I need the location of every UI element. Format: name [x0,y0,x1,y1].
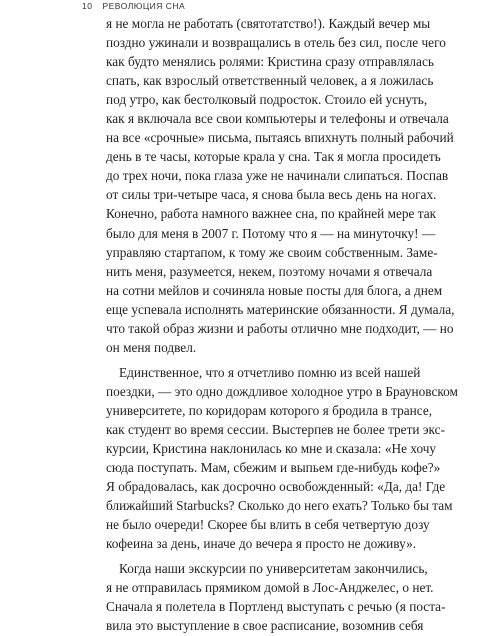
text-line: поздно ужинали и возвращались в отель без сил, после чего [106,35,446,51]
paragraph [106,559,446,635]
text-line: нить меня, разумеется, некем, поэтому ночами я отвечала [106,263,433,279]
text-line: ближайший Starbucks? Сколько до него ехать? Только бы там [106,498,453,514]
text-line: на сотни мейлов и сочиняла новые посты для блога, а днем [106,282,443,298]
text-line: на все «срочные» письма, пытаясь впихнуть полный рабочий [106,130,454,146]
text-line: поездки, — это одно дождливое холодное утро в Брауновском [106,383,458,399]
text-line: Конечно, работа намного важнее сна, по крайней мере так [106,206,437,222]
text-line: он меня подвел. [106,339,197,355]
text-line: как я включала все свои компьютеры и телефоны и отвечала [106,111,449,127]
text-line: день в те часы, которые крала у сна. Так я могла просидеть [106,149,441,165]
text-line: управляю стартапом, к тому же своим собственным. Заме- [106,244,438,260]
page-number: 10 [82,1,93,11]
text-line: под утро, как бестолковый подросток. Стоило ей уснуть, [106,92,428,108]
text-line: что такой образ жизни и работы отлично мне подходит, — но [106,320,454,336]
text-line: до трех ночи, пока глаза уже не начинали слипаться. Поспав [106,168,449,184]
text-line: кофеина за день, иначе до вечера я просто не доживу». [106,536,417,552]
text-line: сюда поступать. Мам, сбежим и выпьем где-нибудь кофе?» [106,460,441,476]
text-line: как студент во время сессии. Выстерпев не более трети экс- [106,421,446,437]
text-line: Единственное, что я отчетливо помню из всей нашей [119,364,421,380]
text-line: Когда наши экскурсии по университетам закончились, [119,561,428,577]
text-line: спать, как взрослый ответственный человек, а я ложилась [106,73,434,89]
text-line: еще успевала исполнять материнские обязанности. Я думала, [106,301,455,317]
paragraph [106,363,458,553]
text-line: Сначала я полетела в Портленд выступать с речью (я поста- [106,599,446,615]
paragraph [106,14,455,357]
text-line: я не могла не работать (святотатство!). Каждый вечер мы [106,16,431,31]
text-line: университете, по коридорам которого я бродила в трансе, [106,402,433,418]
text-line: Я обрадовалась, как досрочно освобожденный: «Да, да! Где [106,479,446,495]
text-line: вила это выступление в свое расписание, возомнив себя [106,618,424,634]
text-line: курсии, Кристина наклонилась ко мне и сказала: «Не хочу [106,441,437,457]
running-head [82,1,185,13]
text-line: было для меня в 2007 г. Потому что я — на минуточку! — [106,225,436,241]
running-title: РЕВОЛЮЦИЯ СНА [102,1,186,11]
text-line: от силы три-четыре часа, я снова была весь день на ногах. [106,187,437,203]
body-text [106,14,458,636]
text-line: как будто менялись ролями: Кристина сразу отправлялась [106,54,434,70]
text-line: я не отправилась прямиком домой в Лос-Анджелес, о нет. [106,580,434,596]
text-line: не было очереди! Скорее бы влить в себя четвертую дозу [106,517,430,533]
